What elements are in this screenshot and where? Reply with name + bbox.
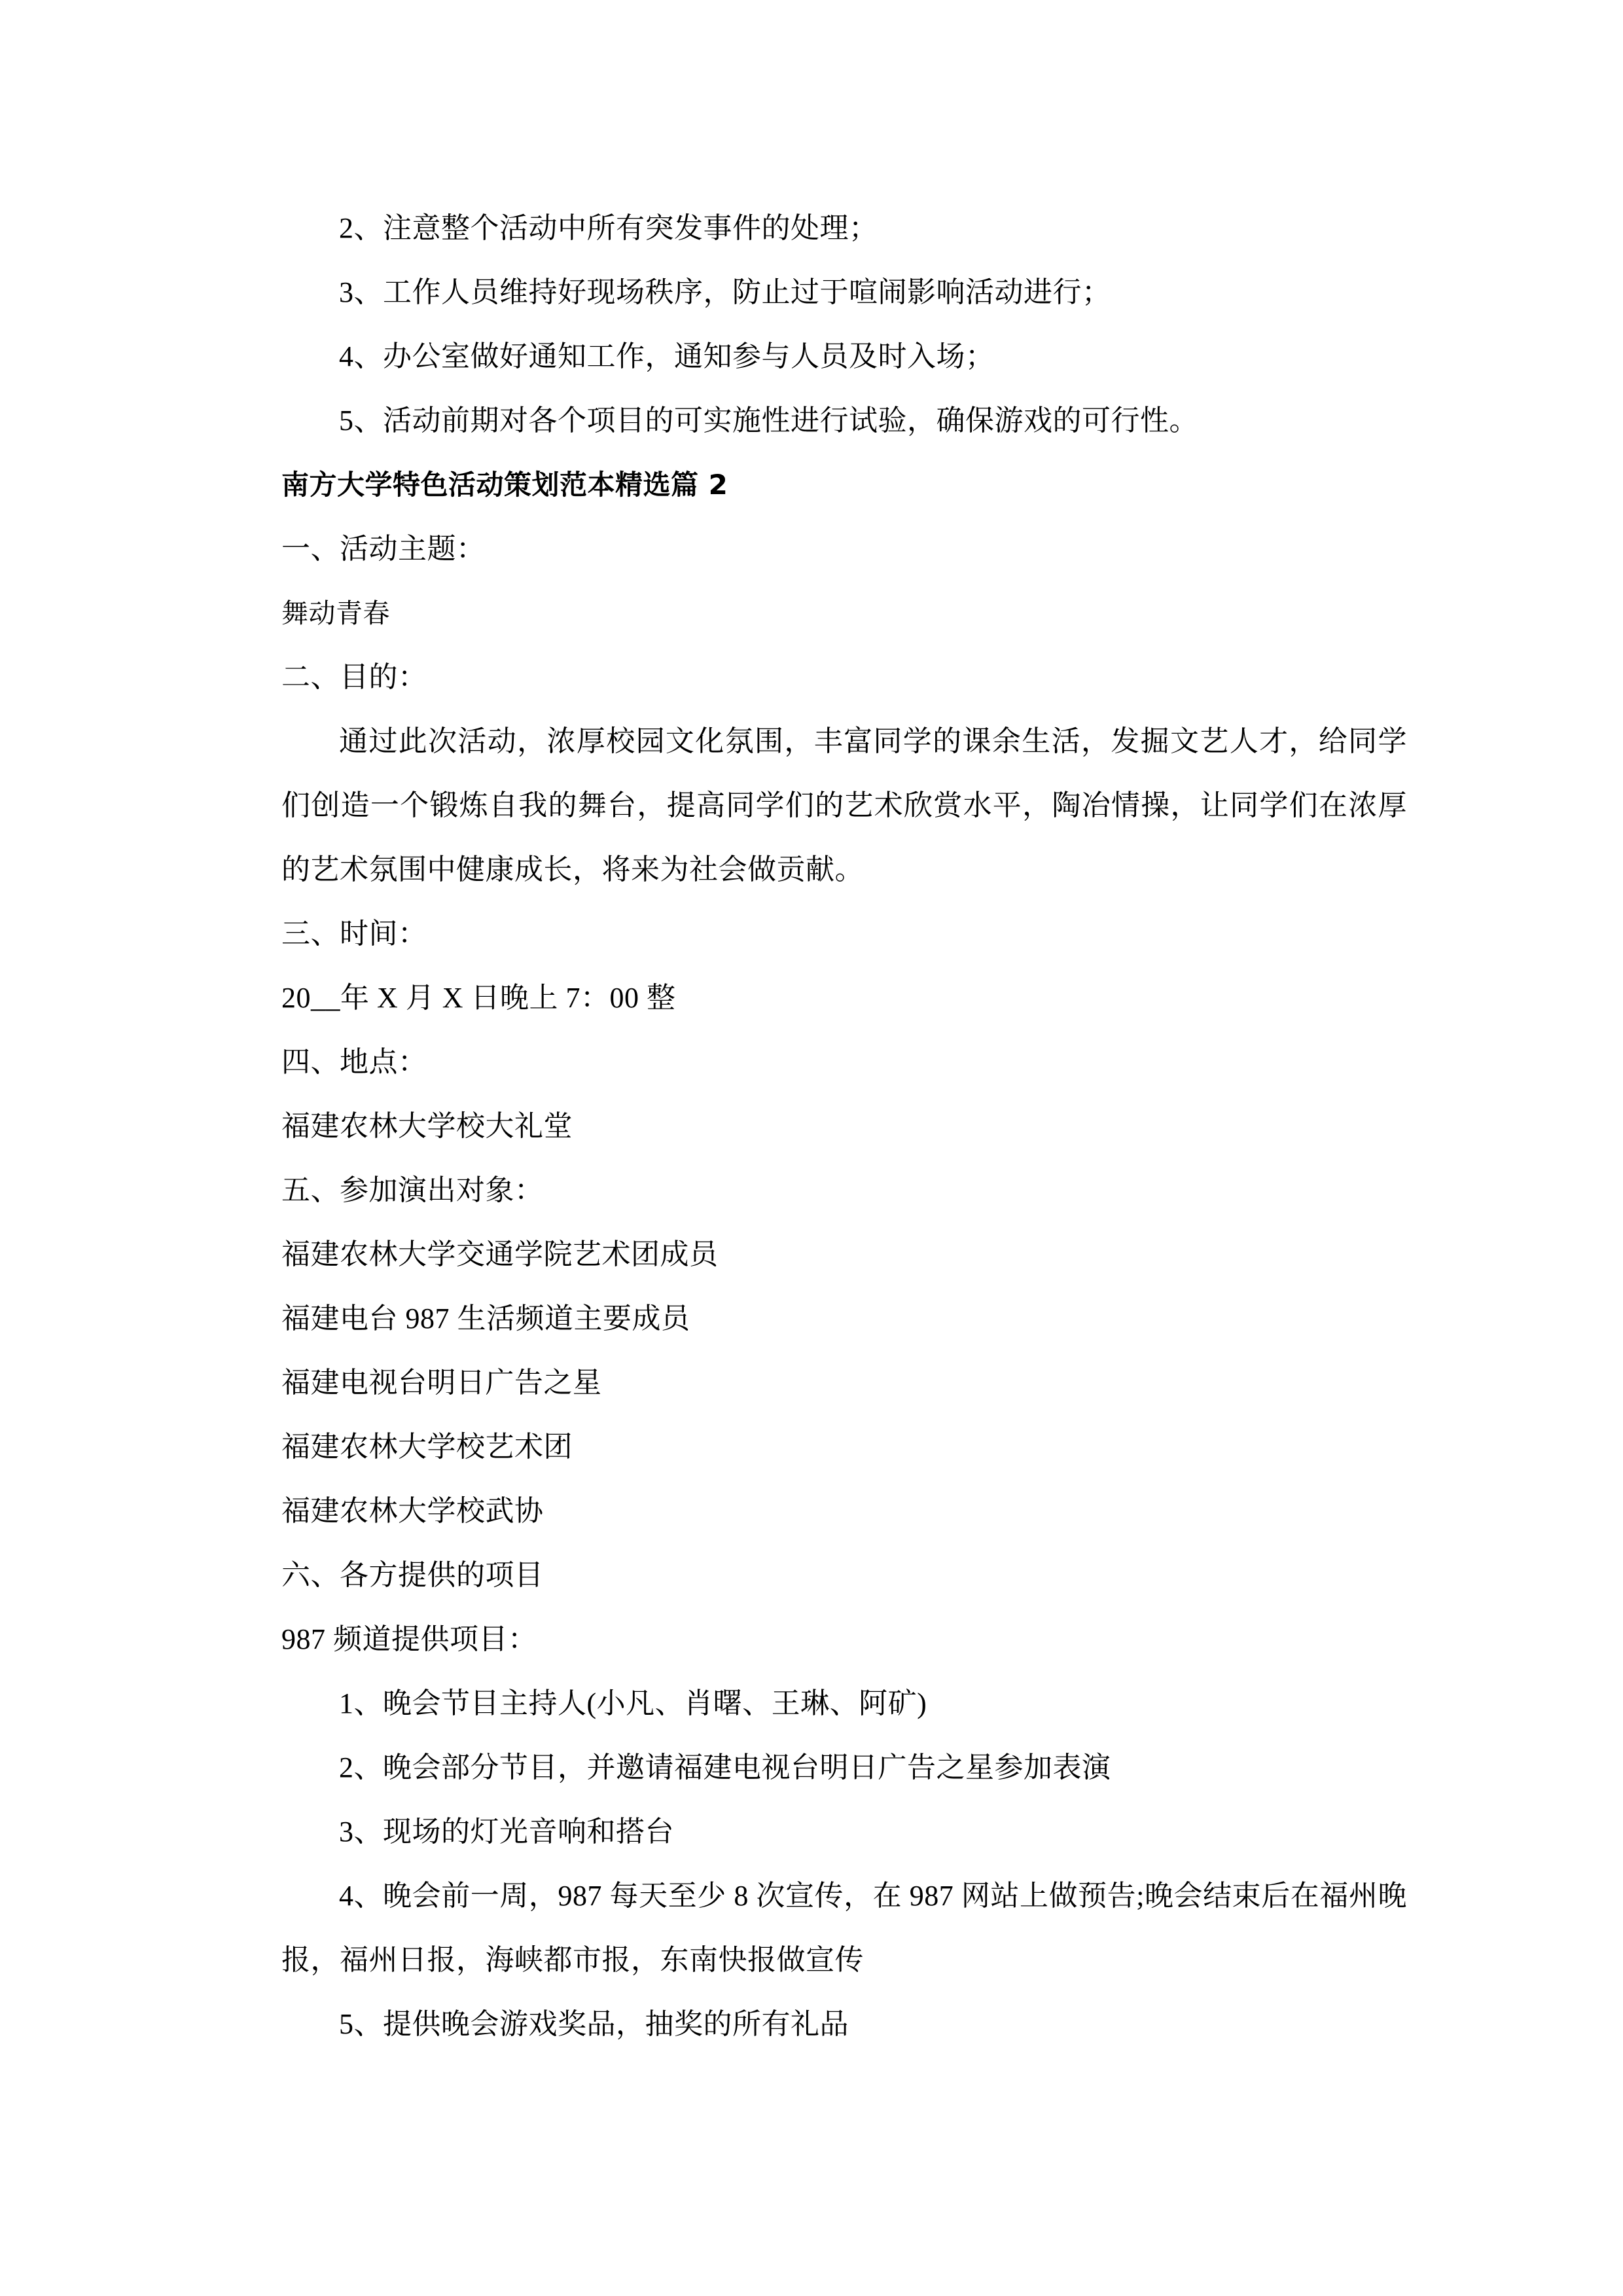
paragraph: 2、晚会部分节目，并邀请福建电视台明日广告之星参加表演 [339, 1751, 1111, 1784]
paragraph: 五、参加演出对象： [281, 1174, 544, 1206]
section-heading: 南方大学特色活动策划范本精选篇 2 [281, 469, 728, 501]
paragraph: 舞动青春 [281, 598, 390, 629]
paragraph: 4、晚会前一周，987 每天至少 8 次宣传，在 987 网站上做预告;晚会结束后在福州晚报，福州日报，海峡都市报，东南快报做宣传 [281, 1880, 1407, 1976]
document-body [281, 196, 1407, 2056]
paragraph: 福建农林大学交通学院艺术团成员 [281, 1238, 719, 1270]
paragraph: 2、注意整个活动中所有突发事件的处理； [339, 212, 878, 244]
paragraph: 福建电视台明日广告之星 [281, 1367, 602, 1399]
paragraph: 5、提供晚会游戏奖品，抽奖的所有礼品 [339, 2008, 849, 2040]
paragraph: 20__年 X 月 X 日晚上 7：00 整 [281, 982, 676, 1014]
paragraph: 1、晚会节目主持人(小凡、肖曙、王琳、阿矿) [339, 1687, 927, 1719]
paragraph: 福建农林大学校武协 [281, 1495, 544, 1527]
paragraph: 福建农林大学校艺术团 [281, 1431, 573, 1463]
paragraph: 三、时间： [281, 918, 427, 950]
paragraph: 四、地点： [281, 1046, 427, 1078]
paragraph: 3、工作人员维持好现场秩序，防止过于喧闹影响活动进行； [339, 276, 1111, 308]
paragraph: 六、各方提供的项目 [281, 1559, 544, 1591]
paragraph: 福建农林大学校大礼堂 [281, 1110, 573, 1142]
paragraph: 一、活动主题： [281, 533, 486, 565]
paragraph: 福建电台 987 生活频道主要成员 [281, 1302, 690, 1335]
paragraph: 3、现场的灯光音响和搭台 [339, 1816, 674, 1848]
paragraph: 4、办公室做好通知工作，通知参与人员及时入场； [339, 340, 995, 372]
paragraph: 987 频道提供项目： [281, 1623, 537, 1655]
paragraph: 二、目的： [281, 661, 427, 693]
paragraph: 5、活动前期对各个项目的可实施性进行试验，确保游戏的可行性。 [339, 404, 1198, 437]
paragraph: 通过此次活动，浓厚校园文化氛围，丰富同学的课余生活，发掘文艺人才，给同学们创造一个锻炼自我的舞台，提高同学们的艺术欣赏水平，陶冶情操，让同学们在浓厚的艺术氛围中健康成长，将来为社会做贡献。 [281, 725, 1407, 886]
